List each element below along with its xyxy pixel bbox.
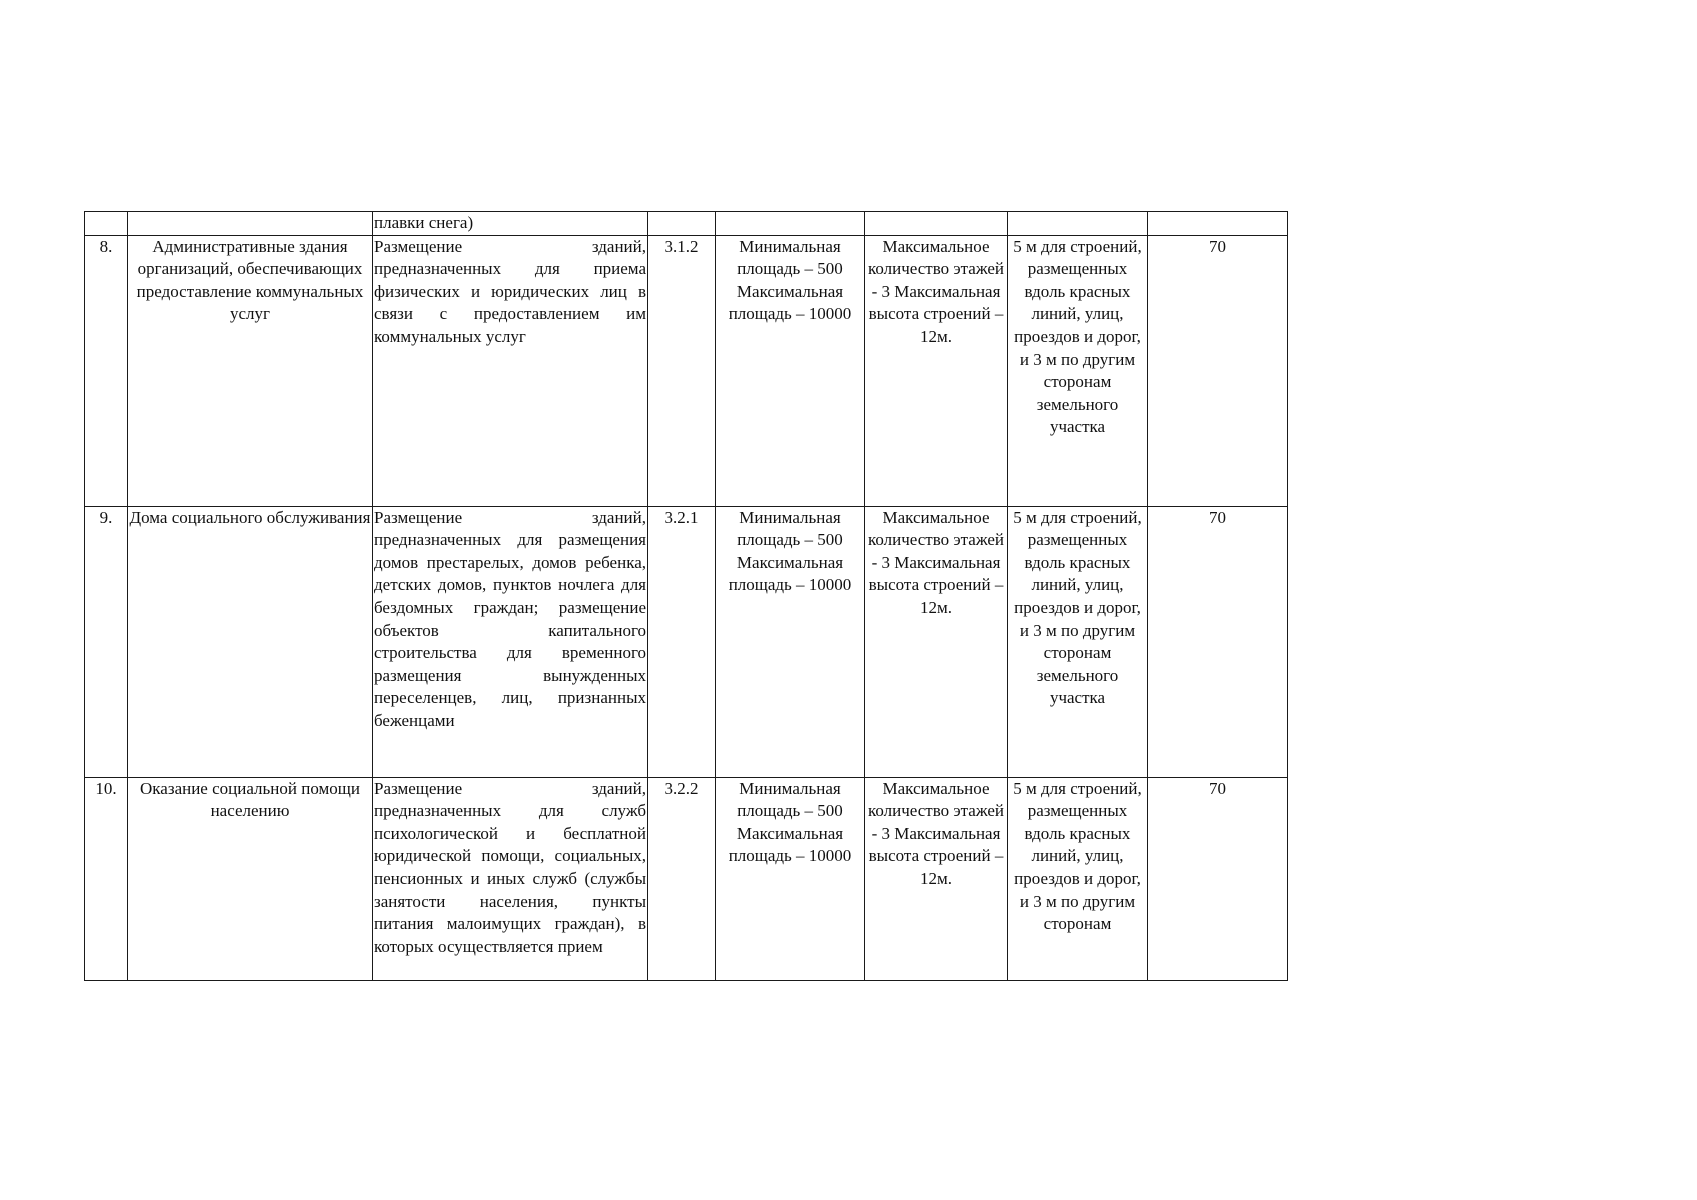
row-number: 9. (85, 506, 128, 777)
row-number (85, 212, 128, 236)
plot-area-limits: Минимальная площадь – 500 Максимальная площадь – 10000 (716, 777, 865, 980)
land-use-table (84, 211, 1288, 981)
floors-height-limits: Максимальное количество этажей - 3 Максимальная высота строений – 12м. (865, 777, 1008, 980)
max-coverage-percent: 70 (1148, 777, 1288, 980)
setback-limits: 5 м для строений, размещенных вдоль красных линий, улиц, проездов и дорог, и 3 м по другим сторонам земельного участка (1008, 506, 1148, 777)
use-type-description: Размещение зданий, предназначенных для служб психологической и бесплатной юридической помощи, социальных, пенсионных и иных служб (службы занятости населения, пункты питания малоимущих граждан), в которых осуществляется прием (373, 777, 648, 980)
classifier-code (648, 212, 716, 236)
max-coverage-percent: 70 (1148, 235, 1288, 506)
max-coverage-percent: 70 (1148, 506, 1288, 777)
use-type-name: Дома социального обслуживания (128, 506, 373, 777)
use-type-name: Оказание социальной помощи населению (128, 777, 373, 980)
use-type-description: Размещение зданий, предназначенных для приема физических и юридических лиц в связи с предоставлением им коммунальных услуг (373, 235, 648, 506)
max-coverage-percent (1148, 212, 1288, 236)
table-row (85, 235, 1288, 506)
table-row (85, 506, 1288, 777)
floors-height-limits: Максимальное количество этажей - 3 Максимальная высота строений – 12м. (865, 506, 1008, 777)
classifier-code: 3.2.1 (648, 506, 716, 777)
classifier-code: 3.1.2 (648, 235, 716, 506)
plot-area-limits: Минимальная площадь – 500 Максимальная площадь – 10000 (716, 506, 865, 777)
setback-limits (1008, 212, 1148, 236)
use-type-name (128, 212, 373, 236)
row-number: 8. (85, 235, 128, 506)
use-type-description: Размещение зданий, предназначенных для размещения домов престарелых, домов ребенка, детских домов, пунктов ночлега для бездомных граждан; размещение объектов капитального строительства для временного размещения вынужденных переселенцев, лиц, признанных беженцами (373, 506, 648, 777)
use-type-name: Административные здания организаций, обеспечивающих предоставление коммунальных услуг (128, 235, 373, 506)
plot-area-limits: Минимальная площадь – 500 Максимальная площадь – 10000 (716, 235, 865, 506)
table-row (85, 777, 1288, 980)
row-number: 10. (85, 777, 128, 980)
table-row (85, 212, 1288, 236)
plot-area-limits (716, 212, 865, 236)
setback-limits: 5 м для строений, размещенных вдоль красных линий, улиц, проездов и дорог, и 3 м по другим сторонам земельного участка (1008, 235, 1148, 506)
classifier-code: 3.2.2 (648, 777, 716, 980)
floors-height-limits (865, 212, 1008, 236)
setback-limits: 5 м для строений, размещенных вдоль красных линий, улиц, проездов и дорог, и 3 м по другим сторонам (1008, 777, 1148, 980)
floors-height-limits: Максимальное количество этажей - 3 Максимальная высота строений – 12м. (865, 235, 1008, 506)
use-type-description: плавки снега) (373, 212, 648, 236)
